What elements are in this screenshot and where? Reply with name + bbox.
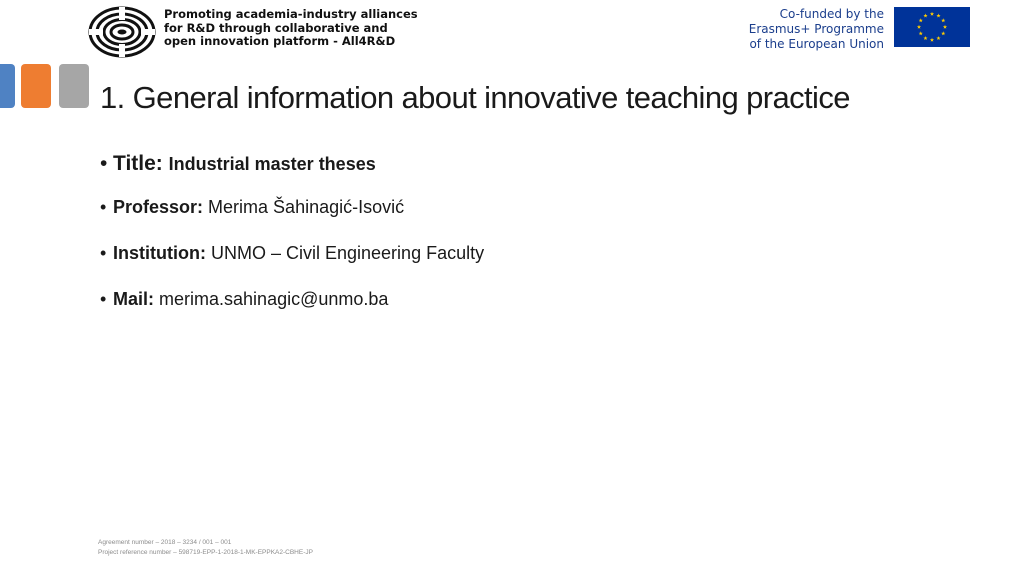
gray-square <box>59 64 89 108</box>
tagline-line: open innovation platform - All4R&D <box>164 34 396 48</box>
list-item-title <box>100 150 484 178</box>
agreement-number: Agreement number – 2018 – 3234 / 001 – 001 <box>98 539 232 546</box>
mail-label: Mail: <box>113 289 155 309</box>
cofunded-line: of the European Union <box>749 37 884 51</box>
professor-label: Professor: <box>113 197 204 217</box>
project-tagline <box>164 8 418 49</box>
tagline-line: for R&D through collaborative and <box>164 20 388 35</box>
list-item-professor <box>100 195 484 219</box>
orange-square <box>21 64 51 108</box>
mail-value: merima.sahinagic@unmo.ba <box>159 289 389 309</box>
tagline-line: Promoting academia-industry alliances <box>164 7 418 21</box>
professor-value: Merima Šahinagić-Isović <box>208 197 405 217</box>
title-value: Industrial master theses <box>168 154 376 174</box>
blue-square <box>0 64 15 108</box>
cofunded-line: Erasmus+ Programme <box>748 22 884 36</box>
eu-flag-icon <box>894 7 970 47</box>
cofunded-text <box>749 7 884 52</box>
info-list <box>100 150 484 333</box>
list-item-institution <box>100 241 484 265</box>
project-reference: Project reference number – 598719-EPP-1-2018-1-MK-EPPKA2-CBHE-JP <box>98 549 313 556</box>
slide-title: 1. General information about innovative teaching practice <box>100 80 850 115</box>
concentric-maze-logo-icon <box>88 6 156 58</box>
title-label: Title: <box>113 152 163 175</box>
footer <box>98 538 313 558</box>
institution-label: Institution: <box>113 243 206 263</box>
cofunded-line: Co-funded by the <box>779 7 884 21</box>
institution-value: UNMO – Civil Engineering Faculty <box>211 243 485 263</box>
list-item-mail <box>100 287 484 311</box>
